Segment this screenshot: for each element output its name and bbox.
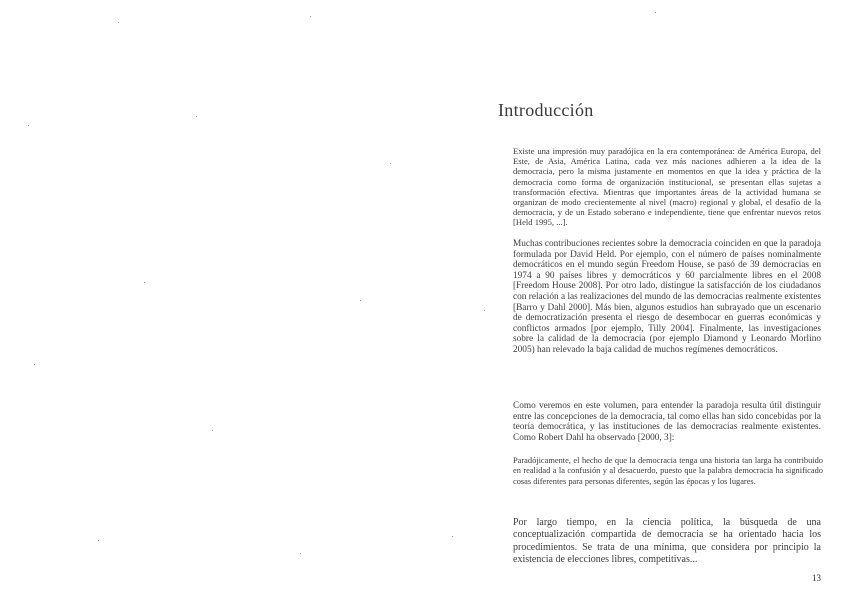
scan-speck [98, 540, 99, 541]
scan-speck [28, 125, 29, 126]
scan-speck [300, 553, 301, 554]
scan-speck [484, 310, 485, 311]
scan-speck [452, 536, 453, 537]
scan-speck [34, 364, 35, 365]
intro-paragraph: Existe una impresión muy paradójica en la era contemporánea: de América Europa, del Este, de Asia, América Latina, cada vez más naciones adhieren a la idea de la democracia, pero la misma justamente en momentos en que la idea y práctica de la democracia como forma de organización institucional, se presentan ellas sujetas a transformación efectiva. Mientras que importantes áreas de la actividad humana se organizan de modo crecientemente al nivel (macro) regional y global, el desafío de la democracia, y de un Estado soberano e independiente, tiene que enfrentar nuevos retos [Held 1995, ...]. [513, 146, 821, 228]
scan-speck [144, 282, 145, 283]
scan-speck [310, 16, 311, 17]
scan-speck [118, 22, 119, 23]
scan-speck [212, 430, 213, 431]
body-paragraph-2: Como veremos en este volumen, para entender la paradoja resulta útil distinguir entre las concepciones de la democracia, tal como ellas han sido concebidas por la teoría democrática, y las instituciones de las democracias realmente existentes. Como Robert Dahl ha observado [2000, 3]: [513, 401, 821, 443]
scan-speck [196, 116, 197, 117]
scan-speck [360, 300, 361, 301]
scan-speck [655, 12, 656, 13]
body-paragraph-3: Por largo tiempo, en la ciencia política, la búsqueda de una conceptualización compartida de democracia se ha orientado hacia los procedimientos. Se trata de una mínima, que considera por principio la existencia de elecciones libres, competitivas... [513, 517, 821, 566]
scan-speck [390, 163, 391, 164]
body-paragraph-1: Muchas contribuciones recientes sobre la democracia coinciden en que la paradoja formulada por David Held. Por ejemplo, con el número de países nominalmente democráticos en el mundo según Freedom House, se pasó de 39 democracias en 1974 a 90 países libres y democráticos y 60 parcialmente libres en el 2008 [Freedom House 2008]. Por otro lado, distingue la satisfacción de los ciudadanos con relación a las realizaciones del mundo de las democracias realmente existentes [Barro y Dahl 2000]. Más bien, algunos estudios han subrayado que un escenario de democratización presenta el riesgo de desembocar en guerras económicas y conflictos armados [por ejemplo, Tilly 2004]. Finalmente, las investigaciones sobre la calidad de la democracia (por ejemplo Diamond y Leonardo Morlino 2005) han relevado la baja calidad de muchos regímenes democráticos. [513, 239, 821, 355]
block-quote: Paradójicamente, el hecho de que la democracia tenga una historia tan larga ha contribuido en realidad a la confusión y al desacuerdo, puesto que la palabra democracia ha significado cosas diferentes para personas diferentes, según las épocas y los lugares. [513, 456, 823, 486]
chapter-heading: Introducción [498, 100, 594, 120]
page-number: 13 [812, 573, 821, 583]
